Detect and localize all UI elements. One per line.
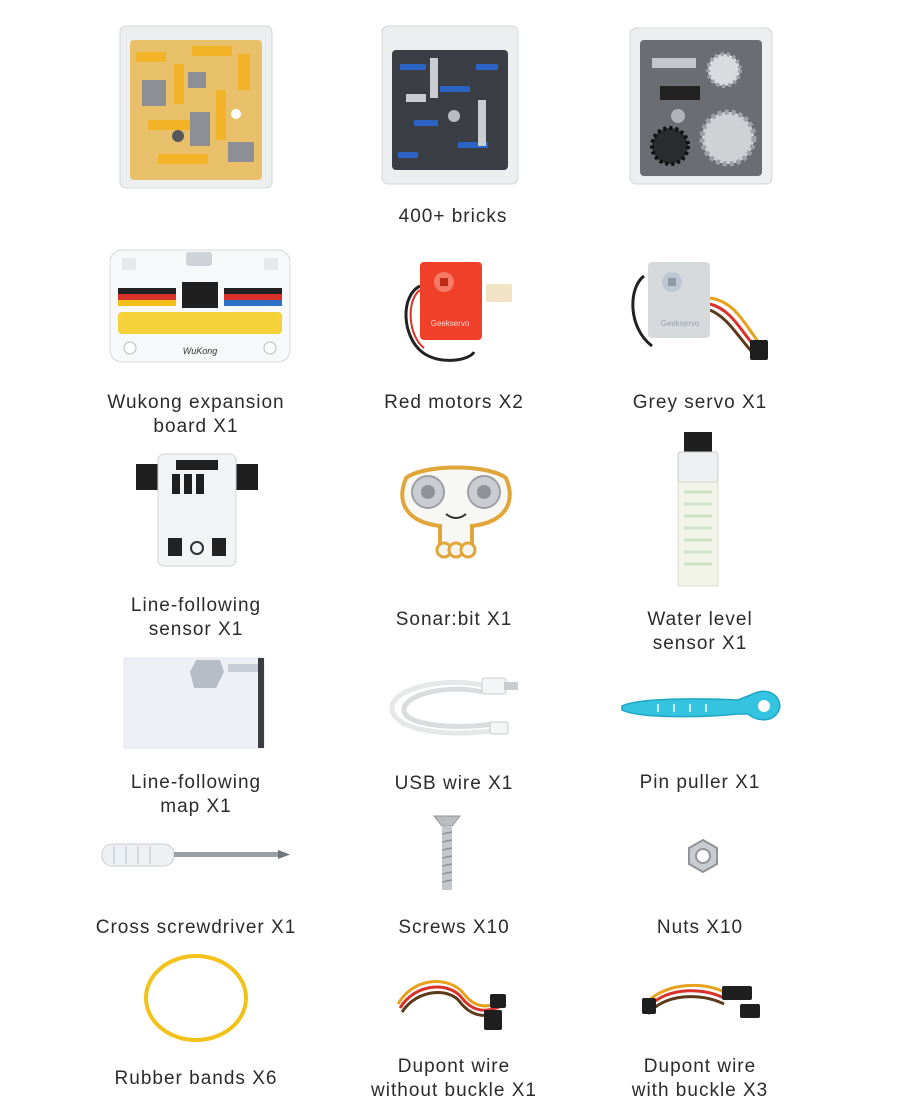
dupont-wire-buckle-icon — [640, 970, 766, 1026]
pin-puller-icon — [618, 688, 784, 728]
grey-servo-icon — [626, 258, 780, 364]
caption-grey-servo: Grey servo X1 — [632, 392, 768, 413]
caption-screws: Screws X10 — [398, 917, 510, 938]
caption-bricks: 400+ bricks — [398, 206, 508, 227]
line-sensor-icon — [132, 452, 262, 570]
caption-screwdriver: Cross screwdriver X1 — [95, 917, 297, 938]
caption-line-sensor: Line-following sensor X1 — [130, 595, 262, 640]
caption-red-motors: Red motors X2 — [384, 392, 524, 413]
caption-dupont-buckle: Dupont wire with buckle X3 — [631, 1056, 769, 1101]
caption-nuts: Nuts X10 — [656, 917, 744, 938]
map-sheet-icon — [124, 658, 264, 748]
caption-map: Line-following map X1 — [130, 772, 262, 817]
bag-yellow-bricks-icon — [118, 24, 274, 190]
nut-icon — [686, 838, 720, 874]
caption-wukong: Wukong expansion board X1 — [107, 392, 285, 437]
bag-blue-bricks-icon — [380, 24, 520, 186]
grey-servo-mark: Geekservo — [660, 319, 700, 328]
bag-gear-bricks-icon — [628, 26, 774, 186]
caption-usb: USB wire X1 — [394, 773, 514, 794]
dupont-wire-icon — [394, 970, 514, 1034]
caption-pin-puller: Pin puller X1 — [639, 772, 761, 793]
sonar-icon — [394, 462, 518, 562]
red-motor-icon — [400, 256, 524, 366]
caption-water-sensor: Water level sensor X1 — [647, 609, 753, 654]
rubber-band-icon — [142, 952, 250, 1044]
screwdriver-icon — [100, 838, 292, 872]
wukong-mark: WuKong — [182, 346, 218, 356]
wukong-board-icon — [108, 248, 292, 364]
caption-rubber-bands: Rubber bands X6 — [114, 1068, 278, 1089]
caption-dupont-no-buckle: Dupont wire without buckle X1 — [371, 1056, 537, 1101]
usb-cable-icon — [386, 668, 522, 744]
red-motor-mark: Geekservo — [430, 319, 470, 328]
caption-sonar: Sonar:bit X1 — [395, 609, 513, 630]
screw-icon — [432, 814, 462, 894]
water-sensor-icon — [670, 432, 726, 588]
